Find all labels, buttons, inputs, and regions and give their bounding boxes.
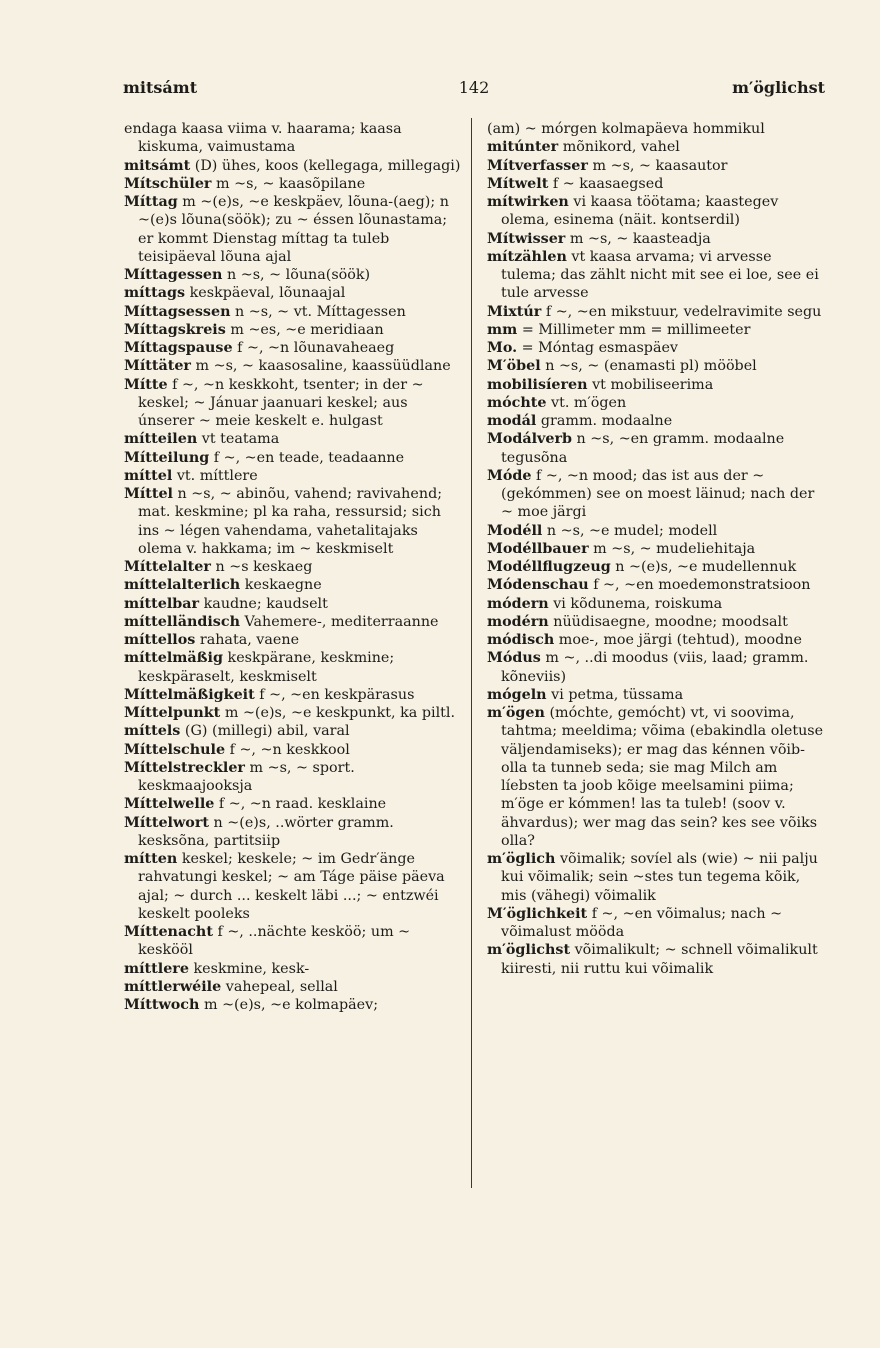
dictionary-entry — [487, 120, 827, 138]
entry-definition: = Móntag esmaspäev — [521, 340, 679, 356]
header-last-word: m′öglichst — [732, 78, 825, 97]
entry-headword: modérn — [487, 613, 549, 630]
dictionary-entry — [487, 138, 827, 156]
entry-definition: (am) ~ mórgen kolmapäeva hommikul — [487, 121, 765, 137]
entry-definition: rahata, vaene — [199, 632, 300, 648]
entry-definition: m ~s, ~ kaasosaline, kaassüüdlane — [195, 358, 451, 375]
dictionary-entry — [487, 193, 827, 230]
dictionary-entry — [124, 120, 464, 157]
dictionary-entry — [487, 613, 827, 631]
dictionary-entry — [124, 978, 464, 996]
entry-definition: f ~, ..nächte kesköö; um ~ keskööl — [138, 924, 411, 959]
dictionary-entry — [124, 376, 464, 431]
entry-headword: M′öglichkeit — [487, 905, 588, 922]
entry-definition: keskaegne — [244, 577, 322, 594]
dictionary-entry — [124, 175, 464, 193]
dictionary-entry — [487, 175, 827, 193]
entry-definition: f ~, ~en keskpärasus — [259, 686, 415, 703]
entry-headword: Míttagsessen — [124, 303, 231, 320]
entry-headword: M′öbel — [487, 358, 541, 375]
entry-definition: f ~, ~en teade, teadaanne — [213, 449, 405, 466]
entry-headword: Mítverfasser — [487, 157, 588, 174]
dictionary-entry — [124, 613, 464, 631]
entry-headword: módern — [487, 595, 549, 612]
entry-definition: keskmine, kesk- — [193, 960, 310, 977]
dictionary-entry — [487, 303, 827, 321]
entry-definition: f ~ kaasaegsed — [552, 175, 664, 192]
entry-definition: m ~s, ~ kaasteadja — [569, 230, 711, 247]
entry-definition: n ~s keskaeg — [215, 559, 313, 575]
dictionary-entry — [124, 303, 464, 321]
left-column — [124, 120, 464, 1014]
entry-definition: vt. míttlere — [176, 467, 258, 484]
entry-definition: (móchte, gemócht) vt, vi soovima, tahtma; meeldima; võima (ebakindla oletuse väljendamiseks); er mag das kénnen võib-olla ta tunneb seda; sie mag Milch am líebsten ta joob kõige meelsamini piima; m′öge er kómmen! las ta tuleb! (soov v. ähvardus); wer mag das sein? kes see võiks olla? — [501, 705, 824, 849]
dictionary-entry — [124, 266, 464, 284]
dictionary-entry — [487, 686, 827, 704]
dictionary-entry — [124, 595, 464, 613]
entry-headword: Míttelwort — [124, 814, 209, 831]
entry-headword: míttellos — [124, 632, 196, 648]
dictionary-entry — [124, 923, 464, 960]
entry-definition: f ~, ~n mood; das ist aus der ~ (gekómmen) see on moest läinud; nach der ~ moe järgi — [501, 467, 815, 521]
dictionary-entry — [487, 540, 827, 558]
entry-headword: Míttag — [124, 194, 178, 210]
entry-definition: f ~, ~en võimalus; nach ~ võimalust mööda — [501, 905, 783, 940]
entry-headword: míttels — [124, 723, 181, 740]
dictionary-entry — [124, 449, 464, 467]
dictionary-entry — [487, 321, 827, 339]
dictionary-entry — [487, 576, 827, 594]
dictionary-entry — [487, 704, 827, 850]
entry-headword: Míttagessen — [124, 267, 223, 283]
entry-definition: võimalik; sovíel als (wie) ~ nii palju kui võimalik; sein ~stes tun tegema kõik, mis (vähegi) võimalik — [501, 851, 818, 904]
entry-headword: módisch — [487, 632, 555, 648]
entry-headword: Modéllflugzeug — [487, 559, 611, 575]
entry-definition: (D) ühes, koos (kellegaga, millegagi) — [194, 157, 461, 174]
dictionary-entry — [124, 321, 464, 339]
entry-headword: Modéllbauer — [487, 540, 589, 557]
dictionary-entry — [124, 686, 464, 704]
entry-definition: n ~s, ~e mudel; modell — [546, 522, 718, 539]
dictionary-entry — [487, 376, 827, 394]
dictionary-entry — [487, 941, 827, 978]
entry-headword: Míttagskreis — [124, 321, 226, 338]
entry-definition: n ~s, ~ (enamasti pl) mööbel — [545, 358, 757, 375]
entry-definition: vahepeal, sellal — [225, 978, 338, 995]
entry-definition: n ~s, ~ abinõu, vahend; ravivahend; mat. keskmine; pl ka raha, ressursid; sich ins ~ légen vahendama, vahetalitajaks olema v. hakkama; im ~ keskmiselt — [138, 486, 443, 557]
dictionary-entry — [124, 722, 464, 740]
entry-definition: f ~, ~n lõunavaheaeg — [237, 340, 395, 356]
entry-headword: Mixtúr — [487, 303, 542, 320]
entry-headword: Módenschau — [487, 577, 589, 594]
entry-definition: keskpärane, keskmine; keskpäraselt, keskmiselt — [138, 650, 395, 685]
entry-headword: mobilisíeren — [487, 376, 588, 393]
dictionary-entry — [487, 522, 827, 540]
entry-headword: míttelbar — [124, 595, 200, 612]
entry-headword: Míttel — [124, 486, 173, 502]
entry-definition: vi kaasa töötama; kaastegev olema, esinema (näit. kontserdil) — [501, 194, 779, 229]
dictionary-entry — [124, 741, 464, 759]
entry-definition: m ~s, ~ kaasõpilane — [216, 175, 366, 192]
entry-definition: vt teatama — [201, 431, 280, 448]
entry-headword: mitúnter — [487, 139, 559, 156]
entry-headword: míttelalterlich — [124, 577, 241, 594]
entry-headword: Míttelstreckler — [124, 759, 245, 776]
entry-definition: nüüdisaegne, moodne; moodsalt — [553, 613, 788, 630]
entry-definition: = Millimeter mm = millimeeter — [521, 321, 751, 338]
dictionary-entry — [124, 558, 464, 576]
dictionary-entry — [124, 759, 464, 796]
entry-definition: endaga kaasa viima v. haarama; kaasa kiskuma, vaimustama — [124, 121, 402, 156]
dictionary-entry — [487, 631, 827, 649]
entry-headword: Mo. — [487, 340, 518, 356]
entry-definition: kaudne; kaudselt — [203, 595, 328, 612]
dictionary-entry — [487, 467, 827, 522]
entry-definition: keskel; keskele; ~ im Gedr′änge rahvatungi keskel; ~ am Táge päise päeva ajal; ~ durch ... keskelt läbi ...; ~ entzwéi keskelt pooleks — [138, 851, 445, 922]
entry-definition: vt. m′ögen — [551, 394, 627, 411]
entry-headword: míttel — [124, 467, 173, 484]
dictionary-entry — [124, 649, 464, 686]
entry-definition: vt kaasa arvama; vi arvesse tulema; das zählt nicht mit see ei loe, see ei tule arvesse — [501, 248, 819, 302]
dictionary-entry — [124, 631, 464, 649]
right-column — [487, 120, 827, 978]
dictionary-entry — [124, 284, 464, 302]
entry-definition: f ~, ~en moedemonstratsioon — [593, 577, 811, 594]
dictionary-entry — [124, 795, 464, 813]
entry-definition: m ~s, ~ sport. keskmaajooksja — [138, 759, 355, 794]
entry-definition: vi petma, tüssama — [551, 686, 684, 703]
entry-headword: Míttwoch — [124, 997, 200, 1013]
entry-definition: keskpäeval, lõunaajal — [189, 285, 346, 302]
entry-headword: m′öglich — [487, 851, 556, 867]
entry-definition: f ~, ~n keskkool — [229, 741, 350, 758]
dictionary-entry — [487, 357, 827, 375]
dictionary-entry — [124, 467, 464, 485]
dictionary-entry — [124, 430, 464, 448]
entry-headword: Mítteilung — [124, 449, 210, 466]
entry-definition: moe-, moe järgi (tehtud), moodne — [558, 632, 802, 648]
dictionary-entry — [487, 649, 827, 686]
entry-headword: mógeln — [487, 686, 547, 703]
entry-headword: Míttäter — [124, 358, 191, 375]
entry-headword: mítwirken — [487, 194, 569, 210]
dictionary-entry — [487, 157, 827, 175]
dictionary-entry — [124, 850, 464, 923]
dictionary-entry — [487, 412, 827, 430]
entry-headword: Modálverb — [487, 431, 572, 448]
entry-definition: gramm. modaalne — [540, 413, 673, 429]
entry-definition: (G) (millegi) abil, varal — [184, 723, 350, 740]
entry-headword: móchte — [487, 394, 547, 411]
entry-headword: mítzählen — [487, 248, 567, 265]
dictionary-entry — [124, 193, 464, 266]
entry-headword: Mítte — [124, 376, 168, 393]
entry-headword: Mítwelt — [487, 175, 549, 192]
entry-definition: m ~(e)s, ~e keskpäev, lõuna-(aeg); n ~(e)s lõuna(söök); zu ~ éssen lõunastama; er kommt Dienstag míttag ta tuleb teisipäeval lõuna ajal — [138, 194, 449, 265]
dictionary-entry — [487, 595, 827, 613]
entry-definition: m ~, ..di moodus (viis, laad; gramm. kõneviis) — [501, 650, 809, 685]
entry-definition: n ~s, ~ lõuna(söök) — [226, 267, 371, 283]
entry-headword: Modéll — [487, 522, 543, 539]
entry-definition: f ~, ~en mikstuur, vedelravimite segu — [545, 303, 822, 320]
entry-definition: m ~(e)s, ~e kolmapäev; — [203, 997, 379, 1013]
page-number: 142 — [458, 78, 490, 97]
entry-definition: n ~s, ~ vt. Míttagessen — [235, 303, 406, 320]
entry-headword: mítten — [124, 851, 178, 867]
header-first-word: mitsámt — [123, 78, 198, 97]
dictionary-entry — [124, 996, 464, 1014]
entry-definition: vi kõdunema, roiskuma — [553, 595, 723, 612]
entry-headword: míttlerwéile — [124, 978, 222, 995]
entry-headword: Mítwisser — [487, 230, 566, 247]
entry-headword: míttlere — [124, 960, 189, 977]
dictionary-entry — [487, 850, 827, 905]
dictionary-entry — [124, 357, 464, 375]
dictionary-entry — [487, 339, 827, 357]
entry-headword: m′öglichst — [487, 942, 571, 959]
dictionary-entry — [124, 960, 464, 978]
entry-definition: Vahemere-, mediterraanne — [244, 613, 439, 630]
dictionary-entry — [124, 485, 464, 558]
entry-definition: f ~, ~n raad. kesklaine — [218, 796, 387, 813]
dictionary-entry — [124, 157, 464, 175]
entry-definition: mõnikord, vahel — [562, 139, 680, 156]
entry-definition: n ~(e)s, ~e mudellennuk — [615, 559, 797, 575]
page-header — [123, 78, 825, 100]
dictionary-entry — [124, 576, 464, 594]
entry-headword: mm — [487, 321, 518, 338]
entry-definition: f ~, ~n keskkoht, tsenter; in der ~ keskel; ~ Jánuar jaanuari keskel; aus únserer ~ meie keskelt e. hulgast — [138, 376, 424, 429]
entry-definition: m ~s, ~ mudeliehitaja — [593, 540, 756, 557]
entry-headword: mítteilen — [124, 431, 198, 448]
entry-headword: Míttelwelle — [124, 796, 215, 813]
dictionary-entry — [487, 248, 827, 303]
entry-headword: mitsámt — [124, 157, 191, 174]
entry-headword: Míttagspause — [124, 340, 233, 356]
entry-definition: n ~s, ~en gramm. modaalne tegusõna — [501, 431, 785, 466]
entry-headword: Míttenacht — [124, 924, 213, 940]
entry-definition: võimalikult; ~ schnell võimalikult kiiresti, nii ruttu kui võimalik — [501, 942, 818, 977]
entry-headword: Móde — [487, 467, 532, 484]
entry-headword: Míttelpunkt — [124, 705, 221, 721]
dictionary-entry — [487, 230, 827, 248]
entry-definition: n ~(e)s, ..wörter gramm. kesksõna, partitsiip — [138, 814, 394, 849]
entry-headword: míttelmäßig — [124, 650, 223, 667]
dictionary-entry — [487, 905, 827, 942]
dictionary-entry — [124, 339, 464, 357]
entry-definition: m ~s, ~ kaasautor — [592, 157, 728, 174]
dictionary-entry — [487, 430, 827, 467]
entry-headword: Míttelmäßigkeit — [124, 686, 255, 703]
entry-headword: míttelländisch — [124, 613, 240, 630]
entry-headword: modál — [487, 413, 537, 429]
dictionary-entry — [487, 558, 827, 576]
dictionary-entry — [124, 814, 464, 851]
entry-headword: Módus — [487, 650, 541, 667]
dictionary-entry — [124, 704, 464, 722]
entry-definition: m ~(e)s, ~e keskpunkt, ka piltl. — [224, 705, 456, 721]
entry-definition: m ~es, ~e meridiaan — [230, 321, 384, 338]
dictionary-entry — [487, 394, 827, 412]
entry-headword: Míttelalter — [124, 559, 211, 575]
entry-headword: Mítschüler — [124, 175, 212, 192]
entry-definition: vt mobiliseerima — [592, 376, 714, 393]
entry-headword: m′ögen — [487, 705, 545, 721]
entry-headword: Míttelschule — [124, 741, 226, 758]
column-divider — [471, 118, 472, 1188]
entry-headword: míttags — [124, 285, 186, 302]
